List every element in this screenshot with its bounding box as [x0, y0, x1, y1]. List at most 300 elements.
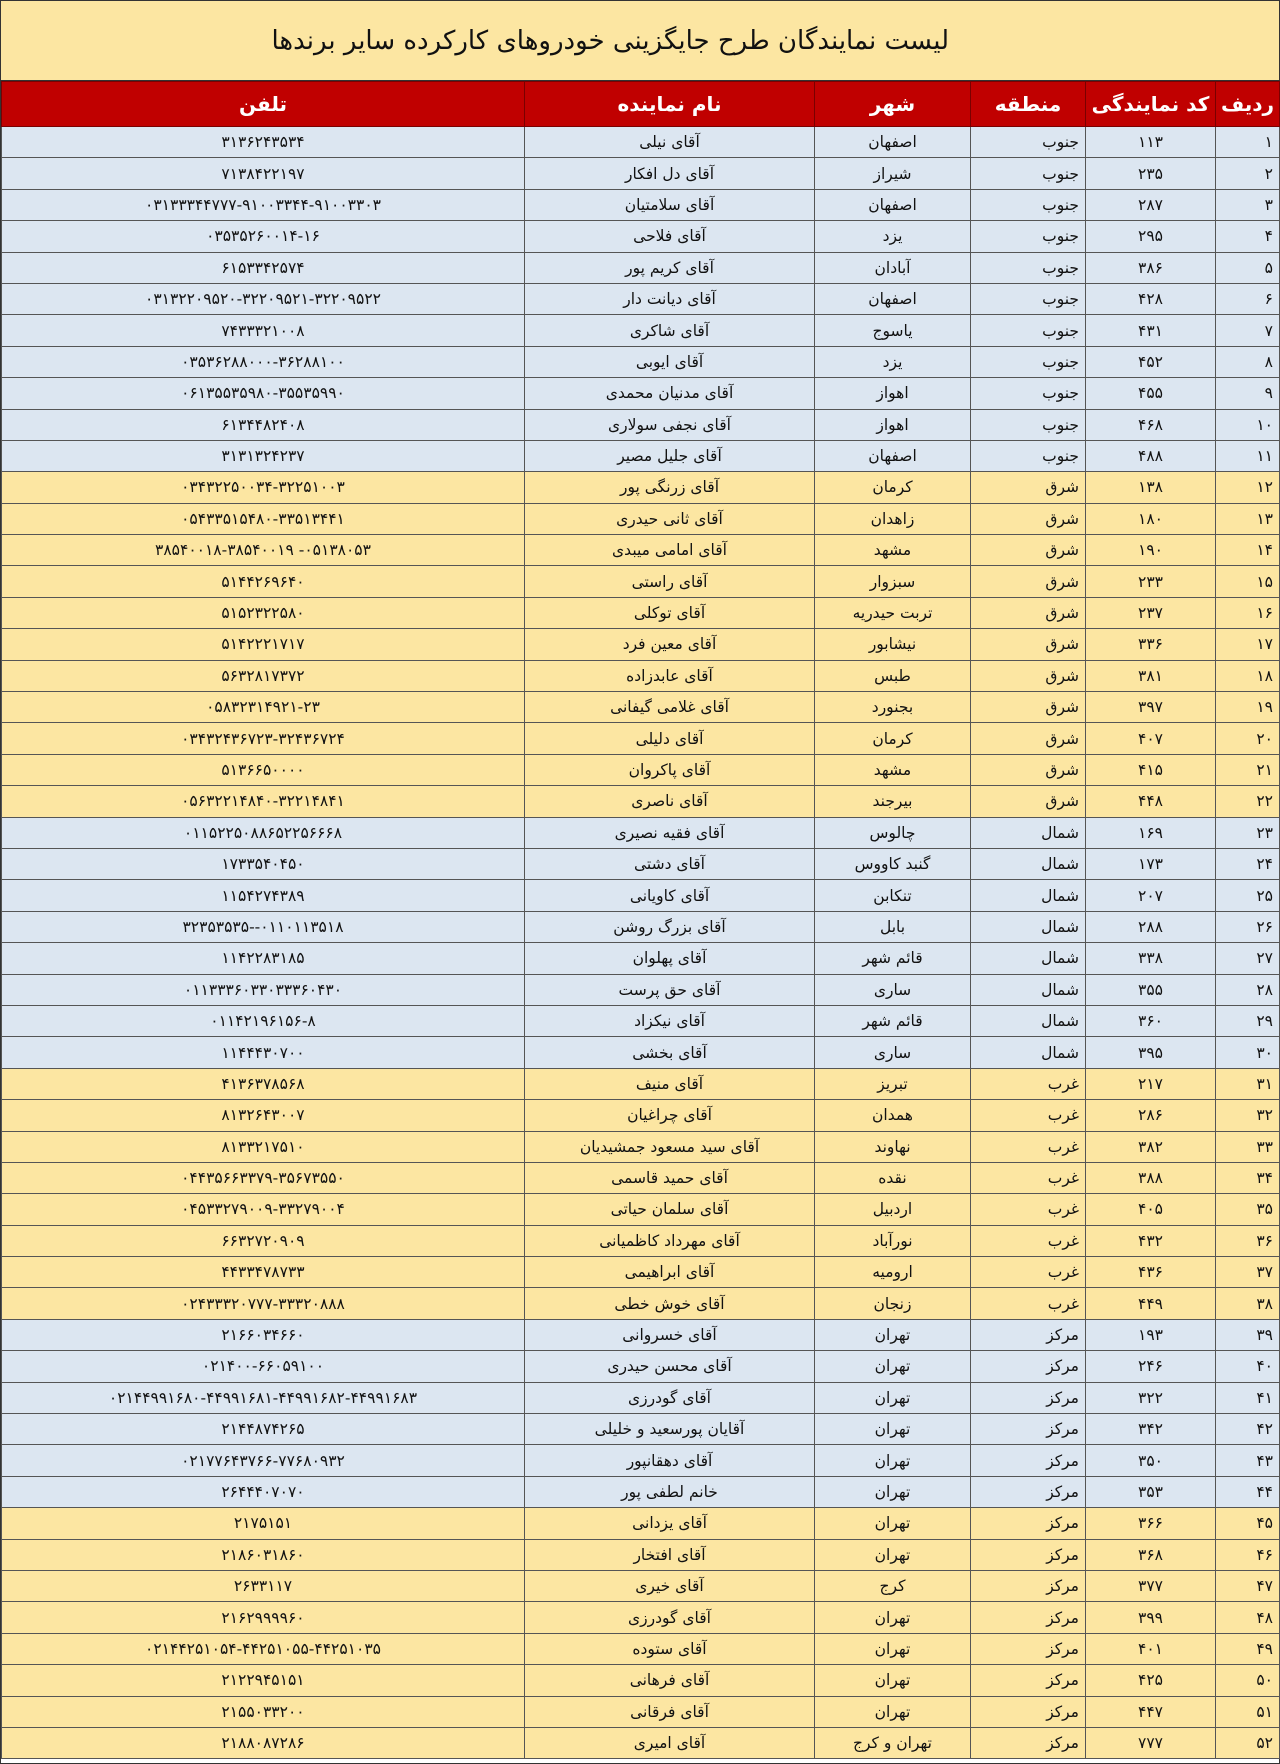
cell-region: جنوب: [971, 315, 1086, 346]
table-row: [2, 283, 1280, 314]
cell-name: آقای حق پرست: [525, 974, 815, 1005]
cell-region: جنوب: [971, 127, 1086, 158]
cell-name: آقای فقیه نصیری: [525, 817, 815, 848]
cell-name: آقای بخشی: [525, 1037, 815, 1068]
table-row: [2, 911, 1280, 942]
table-row: [2, 1414, 1280, 1445]
cell-rank: ۱۵: [1216, 566, 1280, 597]
cell-rank: ۱۶: [1216, 597, 1280, 628]
cell-rank: ۳۹: [1216, 1319, 1280, 1350]
cell-code: ۳۵۰: [1086, 1445, 1216, 1476]
cell-phone: ۲۱۸۶۰۳۱۸۶۰: [2, 1539, 525, 1570]
cell-phone: ۰۳۵۳۶۲۸۸۰۰۰-۳۶۲۸۸۱۰۰: [2, 346, 525, 377]
cell-rank: ۷: [1216, 315, 1280, 346]
dealers-table: [1, 81, 1280, 1759]
cell-region: مرکز: [971, 1539, 1086, 1570]
cell-rank: ۳۵: [1216, 1194, 1280, 1225]
cell-rank: ۲: [1216, 158, 1280, 189]
cell-name: آقای خسروانی: [525, 1319, 815, 1350]
cell-region: جنوب: [971, 346, 1086, 377]
cell-rank: ۲۳: [1216, 817, 1280, 848]
cell-code: ۴۰۱: [1086, 1633, 1216, 1664]
table-row: [2, 1005, 1280, 1036]
cell-rank: ۱: [1216, 127, 1280, 158]
cell-phone: ۲۱۶۶۰۳۴۶۶۰: [2, 1319, 525, 1350]
table-row: [2, 1351, 1280, 1382]
cell-code: ۳۵۵: [1086, 974, 1216, 1005]
cell-code: ۳۸۲: [1086, 1131, 1216, 1162]
cell-city: اصفهان: [815, 283, 971, 314]
cell-city: نورآباد: [815, 1225, 971, 1256]
cell-phone: ۵۶۳۲۸۱۷۳۷۲: [2, 660, 525, 691]
cell-rank: ۱۹: [1216, 692, 1280, 723]
cell-code: ۳۸۱: [1086, 660, 1216, 691]
cell-region: شمال: [971, 1005, 1086, 1036]
cell-region: مرکز: [971, 1727, 1086, 1758]
cell-code: ۱۶۹: [1086, 817, 1216, 848]
cell-code: ۲۸۷: [1086, 189, 1216, 220]
cell-city: تهران: [815, 1508, 971, 1539]
cell-phone: ۰۴۵۳۳۲۷۹۰۰۹-۳۳۲۷۹۰۰۴: [2, 1194, 525, 1225]
cell-code: ۱۸۰: [1086, 503, 1216, 534]
cell-rank: ۴۷: [1216, 1570, 1280, 1601]
cell-region: جنوب: [971, 378, 1086, 409]
cell-code: ۳۳۸: [1086, 943, 1216, 974]
cell-region: جنوب: [971, 221, 1086, 252]
cell-city: آبادان: [815, 252, 971, 283]
cell-code: ۲۸۶: [1086, 1100, 1216, 1131]
cell-city: اصفهان: [815, 440, 971, 471]
cell-code: ۳۴۲: [1086, 1414, 1216, 1445]
cell-city: تهران: [815, 1445, 971, 1476]
table-row: [2, 1037, 1280, 1068]
cell-code: ۳۶۶: [1086, 1508, 1216, 1539]
cell-rank: ۲۵: [1216, 880, 1280, 911]
cell-phone: ۰۶۱۳۵۵۳۵۹۸۰-۳۵۵۳۵۹۹۰: [2, 378, 525, 409]
cell-phone: ۲۱۶۲۹۹۹۹۶۰: [2, 1602, 525, 1633]
cell-city: بیرجند: [815, 786, 971, 817]
cell-phone: ۵۱۴۲۲۲۱۷۱۷: [2, 629, 525, 660]
table-row: [2, 1194, 1280, 1225]
cell-rank: ۳۴: [1216, 1162, 1280, 1193]
cell-city: تبریز: [815, 1068, 971, 1099]
cell-phone: ۰۲۱۴۰۰-۶۶۰۵۹۱۰۰: [2, 1351, 525, 1382]
table-row: [2, 535, 1280, 566]
cell-name: آقای چراغیان: [525, 1100, 815, 1131]
cell-region: مرکز: [971, 1414, 1086, 1445]
table-body: [2, 127, 1280, 1759]
table-row: [2, 1257, 1280, 1288]
cell-code: ۲۱۷: [1086, 1068, 1216, 1099]
cell-name: آقای نجفی سولاری: [525, 409, 815, 440]
cell-region: شرق: [971, 472, 1086, 503]
cell-name: آقای ابراهیمی: [525, 1257, 815, 1288]
cell-city: تربت حیدریه: [815, 597, 971, 628]
cell-name: آقای عابدزاده: [525, 660, 815, 691]
cell-region: غرب: [971, 1288, 1086, 1319]
cell-rank: ۳۳: [1216, 1131, 1280, 1162]
cell-code: ۲۴۶: [1086, 1351, 1216, 1382]
cell-code: ۴۳۱: [1086, 315, 1216, 346]
table-row: [2, 1696, 1280, 1727]
cell-code: ۲۳۳: [1086, 566, 1216, 597]
cell-rank: ۱۸: [1216, 660, 1280, 691]
cell-name: آقای نیکزاد: [525, 1005, 815, 1036]
cell-rank: ۵۲: [1216, 1727, 1280, 1758]
cell-city: سبزوار: [815, 566, 971, 597]
cell-code: ۲۹۵: [1086, 221, 1216, 252]
table-row: [2, 848, 1280, 879]
cell-rank: ۲۹: [1216, 1005, 1280, 1036]
cell-name: آقای نیلی: [525, 127, 815, 158]
cell-code: ۳۹۵: [1086, 1037, 1216, 1068]
cell-phone: ۴۱۳۶۳۷۸۵۶۸: [2, 1068, 525, 1099]
cell-city: تهران: [815, 1414, 971, 1445]
cell-region: غرب: [971, 1162, 1086, 1193]
table-row: [2, 503, 1280, 534]
table-row: [2, 252, 1280, 283]
cell-region: شمال: [971, 848, 1086, 879]
table-row: [2, 692, 1280, 723]
cell-rank: ۸: [1216, 346, 1280, 377]
cell-phone: ۱۷۳۳۵۴۰۴۵۰: [2, 848, 525, 879]
cell-name: آقای دل افکار: [525, 158, 815, 189]
cell-city: نقده: [815, 1162, 971, 1193]
cell-phone: ۵۱۵۲۳۲۲۵۸۰: [2, 597, 525, 628]
cell-city: نهاوند: [815, 1131, 971, 1162]
table-row: [2, 880, 1280, 911]
cell-city: چالوس: [815, 817, 971, 848]
cell-phone: ۰۵۱۳۸۰۵۳- ۳۸۵۴۰۰۱۸-۳۸۵۴۰۰۱۹: [2, 535, 525, 566]
table-row: [2, 1727, 1280, 1758]
cell-rank: ۲۱: [1216, 754, 1280, 785]
cell-rank: ۱۱: [1216, 440, 1280, 471]
cell-region: غرب: [971, 1068, 1086, 1099]
cell-code: ۴۰۷: [1086, 723, 1216, 754]
cell-name: آقای معین فرد: [525, 629, 815, 660]
cell-city: تهران: [815, 1382, 971, 1413]
table-row: [2, 409, 1280, 440]
table-row: [2, 1665, 1280, 1696]
cell-name: خانم لطفی پور: [525, 1476, 815, 1507]
cell-code: ۳۹۹: [1086, 1602, 1216, 1633]
cell-region: شمال: [971, 1037, 1086, 1068]
cell-rank: ۵: [1216, 252, 1280, 283]
cell-phone: ۰۳۴۳۲۴۳۶۷۲۳-۳۲۴۳۶۷۲۴: [2, 723, 525, 754]
cell-name: آقای امامی میبدی: [525, 535, 815, 566]
cell-city: اهواز: [815, 409, 971, 440]
cell-city: ساری: [815, 1037, 971, 1068]
cell-phone: ۱۱۵۴۲۷۴۳۸۹: [2, 880, 525, 911]
cell-rank: ۲۰: [1216, 723, 1280, 754]
cell-region: مرکز: [971, 1476, 1086, 1507]
cell-name: آقای کریم پور: [525, 252, 815, 283]
cell-phone: ۲۱۷۵۱۵۱: [2, 1508, 525, 1539]
cell-city: اردبیل: [815, 1194, 971, 1225]
cell-region: جنوب: [971, 158, 1086, 189]
cell-city: همدان: [815, 1100, 971, 1131]
cell-city: تهران: [815, 1351, 971, 1382]
cell-region: شرق: [971, 629, 1086, 660]
cell-region: مرکز: [971, 1602, 1086, 1633]
cell-region: مرکز: [971, 1570, 1086, 1601]
cell-code: ۱۳۸: [1086, 472, 1216, 503]
cell-phone: ۰۳۱۳۳۳۴۴۷۷۷-۹۱۰۰۳۳۴۴-۹۱۰۰۳۳۰۳: [2, 189, 525, 220]
cell-region: جنوب: [971, 283, 1086, 314]
cell-rank: ۲۷: [1216, 943, 1280, 974]
cell-region: جنوب: [971, 440, 1086, 471]
cell-code: ۴۳۶: [1086, 1257, 1216, 1288]
cell-rank: ۴۹: [1216, 1633, 1280, 1664]
cell-city: بجنورد: [815, 692, 971, 723]
table-row: [2, 1445, 1280, 1476]
cell-name: آقای بزرگ روشن: [525, 911, 815, 942]
cell-name: آقای دهقانپور: [525, 1445, 815, 1476]
cell-phone: ۰۳۵۳۵۲۶۰۰۱۴-۱۶: [2, 221, 525, 252]
table-row: [2, 1633, 1280, 1664]
cell-city: ساری: [815, 974, 971, 1005]
cell-code: ۳۹۷: [1086, 692, 1216, 723]
table-row: [2, 1382, 1280, 1413]
cell-phone: ۶۱۳۴۴۸۲۴۰۸: [2, 409, 525, 440]
cell-region: مرکز: [971, 1319, 1086, 1350]
cell-name: آقای ناصری: [525, 786, 815, 817]
cell-name: آقای خیری: [525, 1570, 815, 1601]
cell-region: غرب: [971, 1131, 1086, 1162]
cell-name: آقای سلامتیان: [525, 189, 815, 220]
cell-rank: ۲۶: [1216, 911, 1280, 942]
cell-region: مرکز: [971, 1696, 1086, 1727]
cell-name: آقای حمید قاسمی: [525, 1162, 815, 1193]
cell-rank: ۲۸: [1216, 974, 1280, 1005]
table-row: [2, 566, 1280, 597]
cell-rank: ۶: [1216, 283, 1280, 314]
cell-name: آقای ستوده: [525, 1633, 815, 1664]
cell-name: آقای زرنگی پور: [525, 472, 815, 503]
cell-name: آقای گودرزی: [525, 1382, 815, 1413]
cell-phone: ۸۱۳۳۲۱۷۵۱۰: [2, 1131, 525, 1162]
cell-rank: ۳۶: [1216, 1225, 1280, 1256]
cell-rank: ۴۰: [1216, 1351, 1280, 1382]
cell-region: جنوب: [971, 252, 1086, 283]
cell-rank: ۵۰: [1216, 1665, 1280, 1696]
header-code: کد نمایندگی: [1086, 82, 1216, 127]
cell-code: ۴۴۷: [1086, 1696, 1216, 1727]
cell-name: آقای یزدانی: [525, 1508, 815, 1539]
table-row: [2, 723, 1280, 754]
table-row: [2, 629, 1280, 660]
cell-city: زنجان: [815, 1288, 971, 1319]
cell-phone: ۲۱۸۸۰۸۷۲۸۶: [2, 1727, 525, 1758]
cell-region: شرق: [971, 566, 1086, 597]
cell-phone: ۰۲۱۴۴۹۹۱۶۸۰-۴۴۹۹۱۶۸۱-۴۴۹۹۱۶۸۲-۴۴۹۹۱۶۸۳: [2, 1382, 525, 1413]
cell-region: غرب: [971, 1100, 1086, 1131]
cell-phone: ۴۴۳۳۴۷۸۷۳۳: [2, 1257, 525, 1288]
cell-code: ۳۸۶: [1086, 252, 1216, 283]
cell-name: آقایان پورسعید و خلیلی: [525, 1414, 815, 1445]
cell-code: ۳۶۸: [1086, 1539, 1216, 1570]
cell-city: ارومیه: [815, 1257, 971, 1288]
cell-region: مرکز: [971, 1351, 1086, 1382]
table-row: [2, 1225, 1280, 1256]
cell-phone: ۰۵۴۳۳۵۱۵۴۸۰-۳۳۵۱۳۴۴۱: [2, 503, 525, 534]
page-title: لیست نمایندگان طرح جایگزینی خودروهای کارکرده سایر برندها: [271, 25, 949, 56]
cell-rank: ۱۰: [1216, 409, 1280, 440]
cell-code: ۱۹۰: [1086, 535, 1216, 566]
cell-name: آقای گودرزی: [525, 1602, 815, 1633]
cell-region: شرق: [971, 597, 1086, 628]
cell-city: تهران و کرج: [815, 1727, 971, 1758]
cell-phone: ۸۱۳۲۶۴۳۰۰۷: [2, 1100, 525, 1131]
cell-city: طبس: [815, 660, 971, 691]
cell-rank: ۴۵: [1216, 1508, 1280, 1539]
cell-rank: ۱۴: [1216, 535, 1280, 566]
table-row: [2, 221, 1280, 252]
table-row: [2, 1100, 1280, 1131]
cell-city: یاسوج: [815, 315, 971, 346]
cell-rank: ۱۲: [1216, 472, 1280, 503]
cell-region: شمال: [971, 880, 1086, 911]
cell-code: ۳۷۷: [1086, 1570, 1216, 1601]
cell-rank: ۱۳: [1216, 503, 1280, 534]
cell-code: ۴۵۲: [1086, 346, 1216, 377]
cell-code: ۲۳۷: [1086, 597, 1216, 628]
table-row: [2, 1131, 1280, 1162]
cell-phone: ۰۲۱۷۷۶۴۳۷۶۶-۷۷۶۸۰۹۳۲: [2, 1445, 525, 1476]
cell-code: ۴۰۵: [1086, 1194, 1216, 1225]
cell-code: ۳۵۳: [1086, 1476, 1216, 1507]
table-row: [2, 346, 1280, 377]
cell-phone: ۰۱۱۵۲۲۵۰۸۸۶۵۲۲۵۶۶۶۸: [2, 817, 525, 848]
cell-city: تهران: [815, 1319, 971, 1350]
cell-city: تهران: [815, 1665, 971, 1696]
cell-city: تهران: [815, 1539, 971, 1570]
table-row: [2, 440, 1280, 471]
cell-region: مرکز: [971, 1633, 1086, 1664]
cell-city: تهران: [815, 1633, 971, 1664]
cell-rank: ۴۴: [1216, 1476, 1280, 1507]
cell-code: ۴۲۵: [1086, 1665, 1216, 1696]
table-row: [2, 378, 1280, 409]
cell-city: گنبد کاووس: [815, 848, 971, 879]
cell-city: اصفهان: [815, 127, 971, 158]
cell-phone: ۰۱۱۳۳۳۶۰۳۳۰۳۳۳۶۰۴۳۰: [2, 974, 525, 1005]
table-row: [2, 660, 1280, 691]
cell-code: ۱۷۳: [1086, 848, 1216, 879]
cell-code: ۱۹۳: [1086, 1319, 1216, 1350]
cell-name: آقای خوش خطی: [525, 1288, 815, 1319]
cell-code: ۴۶۸: [1086, 409, 1216, 440]
cell-region: شمال: [971, 911, 1086, 942]
cell-code: ۱۱۳: [1086, 127, 1216, 158]
cell-region: شرق: [971, 754, 1086, 785]
table-row: [2, 1068, 1280, 1099]
cell-name: آقای سلمان حیاتی: [525, 1194, 815, 1225]
cell-rank: ۳۰: [1216, 1037, 1280, 1068]
cell-region: مرکز: [971, 1382, 1086, 1413]
cell-phone: ۱۱۴۴۴۳۰۷۰۰: [2, 1037, 525, 1068]
cell-city: مشهد: [815, 535, 971, 566]
cell-name: آقای دشتی: [525, 848, 815, 879]
cell-code: ۴۳۲: [1086, 1225, 1216, 1256]
cell-rank: ۴۶: [1216, 1539, 1280, 1570]
cell-region: غرب: [971, 1225, 1086, 1256]
cell-region: شمال: [971, 974, 1086, 1005]
cell-code: ۴۲۸: [1086, 283, 1216, 314]
table-row: [2, 1539, 1280, 1570]
table-row: [2, 1602, 1280, 1633]
table-row: [2, 943, 1280, 974]
cell-city: یزد: [815, 221, 971, 252]
title-bar: [1, 1, 1279, 81]
cell-code: ۲۸۸: [1086, 911, 1216, 942]
cell-name: آقای توکلی: [525, 597, 815, 628]
cell-rank: ۴۸: [1216, 1602, 1280, 1633]
cell-name: آقای جلیل مصیر: [525, 440, 815, 471]
cell-city: کرج: [815, 1570, 971, 1601]
cell-phone: ۲۱۲۲۹۴۵۱۵۱: [2, 1665, 525, 1696]
cell-rank: ۲۴: [1216, 848, 1280, 879]
table-row: [2, 315, 1280, 346]
cell-phone: ۲۶۴۴۴۰۷۰۷۰: [2, 1476, 525, 1507]
cell-region: شمال: [971, 817, 1086, 848]
cell-region: مرکز: [971, 1665, 1086, 1696]
cell-rank: ۱۷: [1216, 629, 1280, 660]
cell-city: بابل: [815, 911, 971, 942]
table-row: [2, 1288, 1280, 1319]
cell-name: آقای غلامی گیفانی: [525, 692, 815, 723]
cell-phone: ۵۱۴۴۲۶۹۶۴۰: [2, 566, 525, 597]
cell-name: آقای فرهانی: [525, 1665, 815, 1696]
cell-name: آقای ثانی حیدری: [525, 503, 815, 534]
cell-rank: ۹: [1216, 378, 1280, 409]
header-name: نام نماینده: [525, 82, 815, 127]
cell-rank: ۳۱: [1216, 1068, 1280, 1099]
cell-region: شرق: [971, 692, 1086, 723]
cell-name: آقای مدنیان محمدی: [525, 378, 815, 409]
cell-rank: ۴۲: [1216, 1414, 1280, 1445]
cell-code: ۴۱۵: [1086, 754, 1216, 785]
cell-city: شیراز: [815, 158, 971, 189]
cell-phone: ۰۲۴۳۳۳۲۰۷۷۷-۳۳۳۲۰۸۸۸: [2, 1288, 525, 1319]
cell-city: قائم شهر: [815, 943, 971, 974]
cell-name: آقای کاویانی: [525, 880, 815, 911]
cell-city: تنکابن: [815, 880, 971, 911]
cell-name: آقای افتخار: [525, 1539, 815, 1570]
table-row: [2, 1162, 1280, 1193]
cell-rank: ۳۷: [1216, 1257, 1280, 1288]
cell-code: ۳۲۲: [1086, 1382, 1216, 1413]
cell-rank: ۲۲: [1216, 786, 1280, 817]
table-row: [2, 1319, 1280, 1350]
cell-code: ۳۸۸: [1086, 1162, 1216, 1193]
cell-code: ۷۷۷: [1086, 1727, 1216, 1758]
table-row: [2, 1570, 1280, 1601]
cell-region: شرق: [971, 786, 1086, 817]
cell-phone: ۵۱۳۶۶۵۰۰۰۰: [2, 754, 525, 785]
cell-code: ۴۵۵: [1086, 378, 1216, 409]
table-row: [2, 127, 1280, 158]
cell-phone: ۷۱۳۸۴۲۲۱۹۷: [2, 158, 525, 189]
cell-rank: ۳۲: [1216, 1100, 1280, 1131]
cell-phone: ۱۱۴۲۲۸۳۱۸۵: [2, 943, 525, 974]
cell-region: جنوب: [971, 189, 1086, 220]
cell-name: آقای دلیلی: [525, 723, 815, 754]
cell-rank: ۳۸: [1216, 1288, 1280, 1319]
cell-phone: ۷۴۳۳۳۲۱۰۰۸: [2, 315, 525, 346]
cell-name: آقای ایوبی: [525, 346, 815, 377]
cell-phone: ۲۱۴۴۸۷۴۲۶۵: [2, 1414, 525, 1445]
